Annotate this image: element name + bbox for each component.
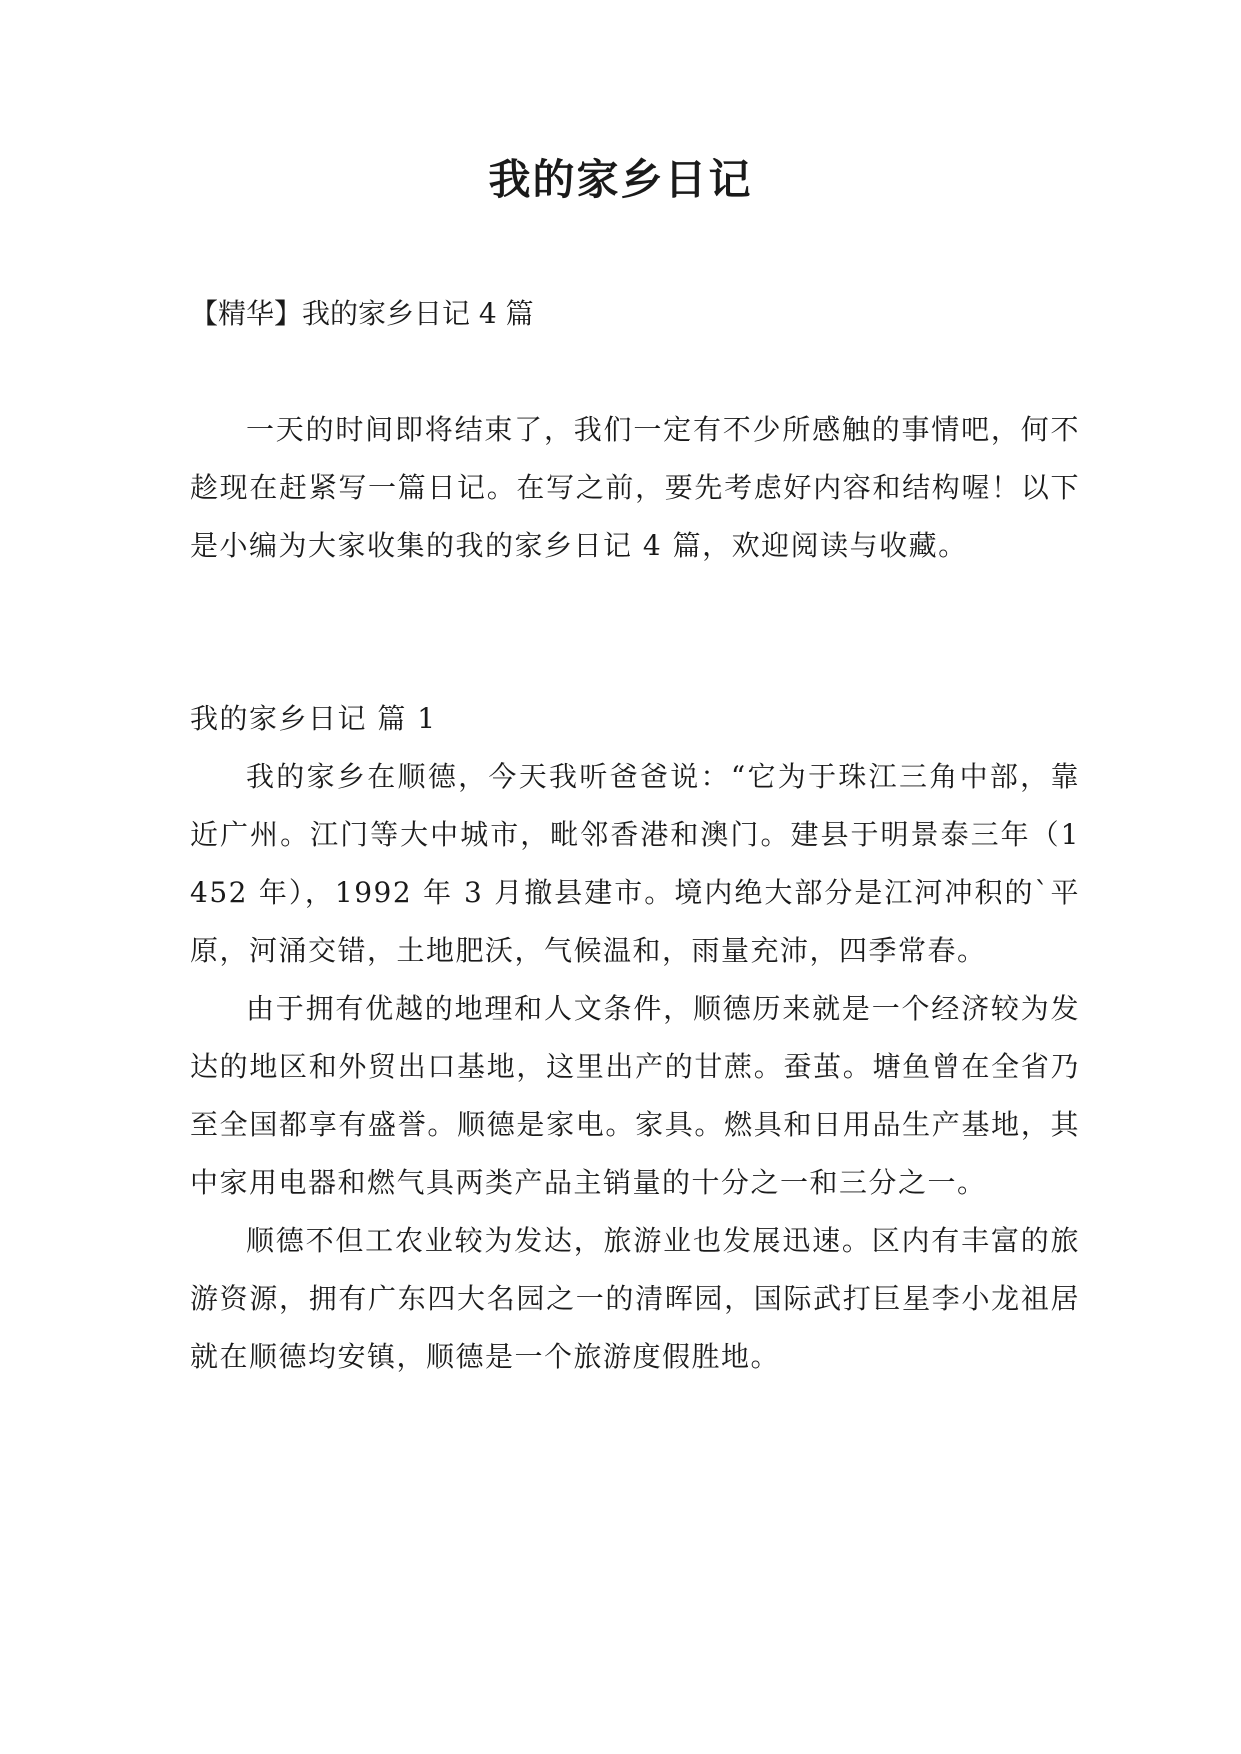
section-heading: 我的家乡日记 篇 1	[190, 702, 437, 735]
body-paragraph-2: 由于拥有优越的地理和人文条件，顺德历来就是一个经济较为发达的地区和外贸出口基地，这里出产的甘蔗。蚕茧。塘鱼曾在全省乃至全国都享有盛誉。顺德是家电。家具。燃具和日用品生产基地，其中家用电器和燃气具两类产品主销量的十分之一和三分之一。	[190, 992, 1080, 1199]
section-body	[190, 748, 1080, 1386]
body-paragraph-3: 顺德不但工农业较为发达，旅游业也发展迅速。区内有丰富的旅游资源，拥有广东四大名园之一的清晖园，国际武打巨星李小龙祖居就在顺德均安镇，顺德是一个旅游度假胜地。	[190, 1224, 1080, 1373]
body-paragraph-1: 我的家乡在顺德，今天我听爸爸说：“它为于珠江三角中部，靠近广州。江门等大中城市，毗邻香港和澳门。建县于明景泰三年（1452 年），1992 年 3 月撤县建市。境内绝大部分是江河冲积的`平原，河涌交错，土地肥沃，气候温和，雨量充沛，四季常春。	[190, 760, 1080, 967]
document-title: 我的家乡日记	[488, 155, 753, 204]
intro-paragraph: 一天的时间即将结束了，我们一定有不少所感触的事情吧，何不趁现在赶紧写一篇日记。在写之前，要先考虑好内容和结构喔！以下是小编为大家收集的我的家乡日记 4 篇，欢迎阅读与收藏。	[190, 413, 1080, 562]
intro-section	[190, 401, 1080, 575]
document-subtitle: 【精华】我的家乡日记 4 篇	[190, 297, 534, 330]
